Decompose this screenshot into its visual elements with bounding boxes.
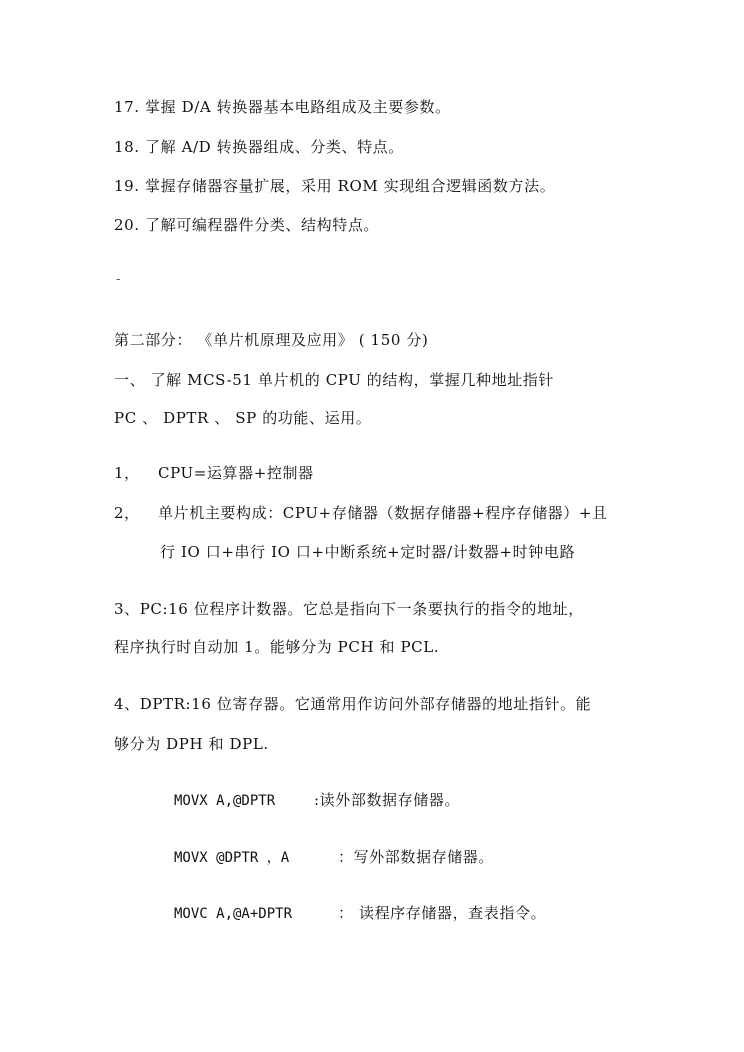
- list-item-20: 20. 了解可编程器件分类、结构特点。: [114, 216, 380, 234]
- instruction-code: MOVX A,@DPTR: [174, 793, 276, 809]
- point-4-line-1: 4、DPTR:16 位寄存器。它通常用作访问外部存储器的地址指针。能: [114, 695, 592, 713]
- point-2-continuation: 行 IO 口+串行 IO 口+中断系统+定时器/计数器+时钟电路: [160, 543, 576, 561]
- list-item-18: 18. 了解 A/D 转换器组成、分类、特点。: [114, 138, 404, 156]
- instruction-code: MOVC A,@A+DPTR: [174, 906, 293, 922]
- section-intro-line-2: PC 、 DPTR 、 SP 的功能、运用。: [114, 409, 372, 427]
- instruction-code: MOVX @DPTR ，A: [174, 850, 290, 866]
- point-3-line-1: 3、PC:16 位程序计数器。它总是指向下一条要执行的指令的地址，: [114, 600, 584, 618]
- point-1-number: 1，: [114, 464, 140, 482]
- point-3-line-2: 程序执行时自动加 1。能够分为 PCH 和 PCL.: [114, 638, 440, 656]
- separator-mark: -: [116, 272, 121, 287]
- point-1: [114, 463, 314, 483]
- list-item-17: 17. 掌握 D/A 转换器基本电路组成及主要参数。: [114, 98, 451, 116]
- section-title: 第二部分： 《单片机原理及应用》 ( 150 分): [114, 331, 429, 349]
- instruction-desc: ： 读程序存储器，查表指令。: [338, 904, 547, 922]
- point-2-number: 2，: [114, 504, 140, 522]
- section-intro-line-1: 一、 了解 MCS-51 单片机的 CPU 的结构，掌握几种地址指针: [114, 371, 555, 389]
- point-4-line-2: 够分为 DPH 和 DPL.: [114, 735, 269, 753]
- point-2: [114, 503, 608, 523]
- instruction-desc: :读外部数据存储器。: [314, 791, 461, 809]
- instruction-movc-read: [174, 903, 546, 924]
- instruction-movx-write: [174, 847, 494, 868]
- list-item-19: 19. 掌握存储器容量扩展，采用 ROM 实现组合逻辑函数方法。: [114, 177, 556, 195]
- instruction-movx-read: [174, 790, 460, 811]
- point-1-text: CPU=运算器+控制器: [158, 464, 314, 482]
- instruction-desc: ：写外部数据存储器。: [338, 848, 495, 866]
- point-2-text: 单片机主要构成：CPU+存储器（数据存储器+程序存储器）+且: [158, 504, 608, 522]
